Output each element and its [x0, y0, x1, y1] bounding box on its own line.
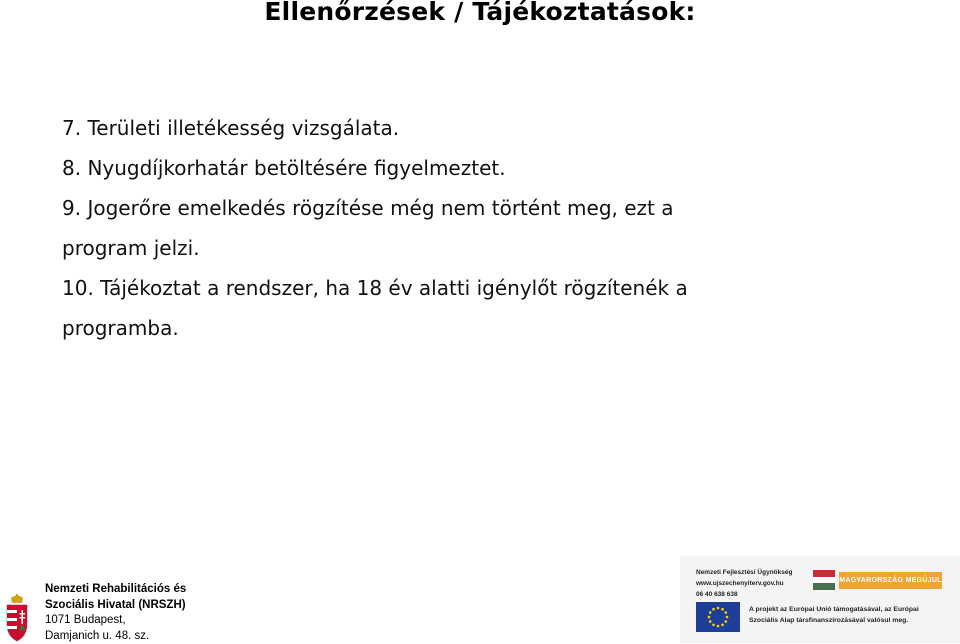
magyarorszag-megujul-badge: MAGYARORSZÁG MEGÚJUL [839, 572, 942, 589]
slide-title: Ellenőrzések / Tájékoztatások: [0, 0, 960, 26]
org-name-line1: Nemzeti Rehabilitációs és [45, 582, 186, 598]
list-item-10-line2: programba. [62, 308, 822, 348]
eu-funding-statement [749, 604, 954, 626]
organization-address [45, 582, 186, 644]
org-address-line1: 1071 Budapest, [45, 613, 186, 629]
list-item-7: 7. Területi illetékesség vizsgálata. [62, 108, 822, 148]
eu-funding-line2: Szociális Alap társfinanszírozásával valósul meg. [749, 615, 954, 626]
org-address-line2: Damjanich u. 48. sz. [45, 629, 186, 644]
list-item-9-line2: program jelzi. [62, 228, 822, 268]
item-list [62, 108, 822, 348]
coat-of-arms-icon [5, 594, 29, 642]
list-item-8: 8. Nyugdíjkorhatár betöltésére figyelmeztet. [62, 148, 822, 188]
list-item-9-line1: 9. Jogerőre emelkedés rögzítése még nem történt meg, ezt a [62, 188, 822, 228]
hungarian-flag-icon [813, 570, 835, 590]
agency-name: Nemzeti Fejlesztési Ügynökség [696, 567, 792, 578]
agency-phone: 06 40 638 638 [696, 589, 792, 600]
eu-funding-line1: A projekt az Európai Unió támogatásával, az Európai [749, 604, 954, 615]
eu-flag-icon [696, 602, 740, 632]
agency-info [696, 567, 792, 600]
list-item-10-line1: 10. Tájékoztat a rendszer, ha 18 év alatti igénylőt rögzítenék a [62, 268, 822, 308]
agency-website: www.ujszechenyiterv.gov.hu [696, 578, 792, 589]
org-name-line2: Szociális Hivatal (NRSZH) [45, 598, 186, 614]
